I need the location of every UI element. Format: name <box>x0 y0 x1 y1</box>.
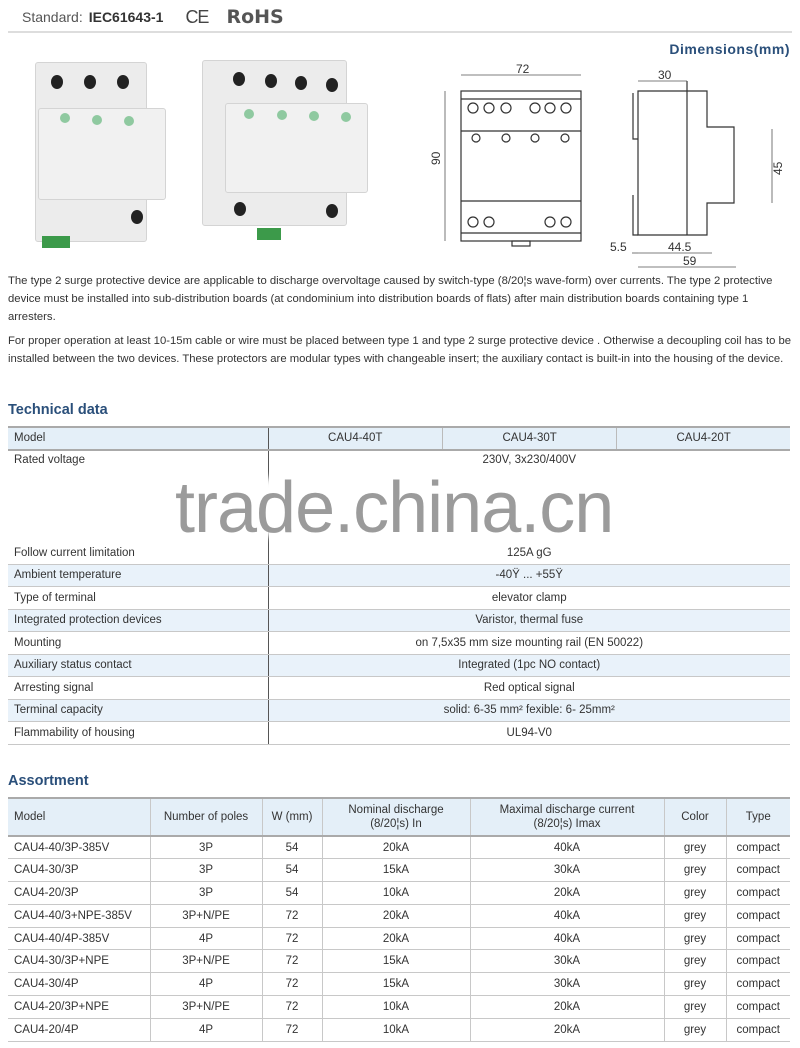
cell: 3P <box>150 836 262 859</box>
table-row <box>8 973 790 996</box>
row-value: on 7,5x35 mm size mounting rail (EN 50022) <box>268 632 790 655</box>
divider <box>8 31 792 33</box>
cell: 15kA <box>322 859 470 882</box>
table-row <box>8 609 790 632</box>
table-row <box>8 677 790 700</box>
row-value: UL94-V0 <box>268 722 790 745</box>
cell: 20kA <box>322 904 470 927</box>
cell: compact <box>726 882 790 905</box>
cell: CAU4-20/3P+NPE <box>8 996 150 1019</box>
row-label: Type of terminal <box>8 587 268 610</box>
row-value: 125A gG <box>268 542 790 565</box>
cell: 40kA <box>470 927 664 950</box>
header-cell: CAU4-40T <box>268 427 442 450</box>
row-label: Ambient temperature <box>8 564 268 587</box>
cell: 3P <box>150 882 262 905</box>
cell: compact <box>726 904 790 927</box>
cell: 54 <box>262 859 322 882</box>
cell: grey <box>664 836 726 859</box>
rohs-mark: RoHS <box>226 6 284 28</box>
technical-data-title: Technical data <box>8 402 108 418</box>
standard-label: Standard: <box>22 9 83 25</box>
description-paragraph-1: The type 2 surge protective device are applicable to discharge overvoltage caused by switch-type (8/20¦s wave-form) over currents. The type 2 protective device must be installed into sub-distribution boards (at condominium into distribution boards of flats) after main distribution boards containing type 1 arresters. <box>8 275 773 323</box>
dimension-drawing <box>420 35 800 275</box>
ce-mark: CE <box>185 6 209 27</box>
table-header-row <box>8 798 790 836</box>
row-value: solid: 6-35 mm² fexible: 6- 25mm² <box>268 699 790 722</box>
header-cell: Color <box>664 798 726 836</box>
standard-value: IEC61643-1 <box>88 9 164 25</box>
cell: grey <box>664 859 726 882</box>
cell: compact <box>726 1018 790 1041</box>
cell: CAU4-20/4P <box>8 1018 150 1041</box>
row-label: Auxiliary status contact <box>8 654 268 677</box>
table-row <box>8 722 790 745</box>
cell: 54 <box>262 836 322 859</box>
row-label: Rated voltage <box>8 450 268 542</box>
table-row <box>8 654 790 677</box>
header-cell: Type <box>726 798 790 836</box>
row-value: -40Ÿ ... +55Ÿ <box>268 564 790 587</box>
assortment-table <box>8 797 790 1042</box>
cell: CAU4-40/4P-385V <box>8 927 150 950</box>
table-row <box>8 836 790 859</box>
assortment-title: Assortment <box>8 773 89 789</box>
description-paragraph-2: For proper operation at least 10-15m cable or wire must be placed between type 1 and type 2 surge protective device . Otherwise a decoupling coil has to be installed between the two devices. These protectors are modular types with changeable insert; the auxiliary contact is built-in into the housing of the device. <box>8 335 792 365</box>
cell: compact <box>726 996 790 1019</box>
cell: grey <box>664 1018 726 1041</box>
cell: 10kA <box>322 996 470 1019</box>
cell: CAU4-40/3P-385V <box>8 836 150 859</box>
row-label: Mounting <box>8 632 268 655</box>
dim-depth-top: 30 <box>658 68 672 82</box>
cell: 15kA <box>322 973 470 996</box>
table-row <box>8 859 790 882</box>
standard-header <box>22 6 284 28</box>
header-cell: Model <box>8 798 150 836</box>
cell: grey <box>664 973 726 996</box>
cell: CAU4-40/3+NPE-385V <box>8 904 150 927</box>
cell: grey <box>664 927 726 950</box>
cell: 20kA <box>470 1018 664 1041</box>
dimensions-title: Dimensions(mm) <box>669 41 790 57</box>
table-row <box>8 1018 790 1041</box>
cell: CAU4-30/3P+NPE <box>8 950 150 973</box>
dim-mid: 44.5 <box>668 240 692 254</box>
table-row <box>8 632 790 655</box>
cell: grey <box>664 904 726 927</box>
cell: 20kA <box>322 836 470 859</box>
cell: 72 <box>262 973 322 996</box>
cell: 4P <box>150 1018 262 1041</box>
header-cell: Nominal discharge (8/20¦s) In <box>322 798 470 836</box>
cell: compact <box>726 973 790 996</box>
header-cell: Model <box>8 427 268 450</box>
header-cell: CAU4-30T <box>442 427 616 450</box>
cell: CAU4-20/3P <box>8 882 150 905</box>
cell: 4P <box>150 927 262 950</box>
cell: 72 <box>262 996 322 1019</box>
table-header-row <box>8 427 790 450</box>
cell: 3P+N/PE <box>150 996 262 1019</box>
cell: 4P <box>150 973 262 996</box>
cell: 15kA <box>322 950 470 973</box>
cell: 20kA <box>470 996 664 1019</box>
cell: 72 <box>262 927 322 950</box>
dim-rail: 45 <box>771 161 785 175</box>
cell: 20kA <box>470 882 664 905</box>
cell: grey <box>664 882 726 905</box>
cell: 72 <box>262 904 322 927</box>
cell: 54 <box>262 882 322 905</box>
cell: 30kA <box>470 859 664 882</box>
cell: 10kA <box>322 882 470 905</box>
table-row <box>8 996 790 1019</box>
cell: CAU4-30/4P <box>8 973 150 996</box>
cell: compact <box>726 836 790 859</box>
cell: compact <box>726 950 790 973</box>
cell: 20kA <box>322 927 470 950</box>
header-cell: Maximal discharge current (8/20¦s) Imax <box>470 798 664 836</box>
row-value: 230V, 3x230/400V <box>482 453 577 466</box>
row-value: Integrated (1pc NO contact) <box>268 654 790 677</box>
table-row <box>8 699 790 722</box>
cell: grey <box>664 996 726 1019</box>
cell: compact <box>726 859 790 882</box>
cell: CAU4-30/3P <box>8 859 150 882</box>
cell: grey <box>664 950 726 973</box>
row-value: elevator clamp <box>268 587 790 610</box>
table-row <box>8 564 790 587</box>
row-label: Integrated protection devices <box>8 609 268 632</box>
table-row <box>8 904 790 927</box>
header-cell: CAU4-20T <box>617 427 790 450</box>
dim-offset: 5.5 <box>610 240 627 254</box>
table-row <box>8 882 790 905</box>
header-cell: W (mm) <box>262 798 322 836</box>
cell: 3P+N/PE <box>150 904 262 927</box>
dim-width: 72 <box>516 62 530 76</box>
dim-height: 90 <box>429 151 443 165</box>
row-value: Red optical signal <box>268 677 790 700</box>
row-label: Flammability of housing <box>8 722 268 745</box>
cell: 3P+N/PE <box>150 950 262 973</box>
cell: 10kA <box>322 1018 470 1041</box>
cell: 72 <box>262 1018 322 1041</box>
cell: 40kA <box>470 836 664 859</box>
watermark: trade.china.cn <box>175 468 614 548</box>
row-label: Arresting signal <box>8 677 268 700</box>
row-label: Follow current limitation <box>8 542 268 565</box>
dim-total: 59 <box>683 254 697 268</box>
table-row <box>8 587 790 610</box>
table-row <box>8 950 790 973</box>
cell: 3P <box>150 859 262 882</box>
cell: 30kA <box>470 973 664 996</box>
header-cell: Number of poles <box>150 798 262 836</box>
cell: 30kA <box>470 950 664 973</box>
cell: 72 <box>262 950 322 973</box>
cell: 40kA <box>470 904 664 927</box>
row-value: Varistor, thermal fuse <box>268 609 790 632</box>
cell: compact <box>726 927 790 950</box>
table-row <box>8 927 790 950</box>
row-label: Terminal capacity <box>8 699 268 722</box>
